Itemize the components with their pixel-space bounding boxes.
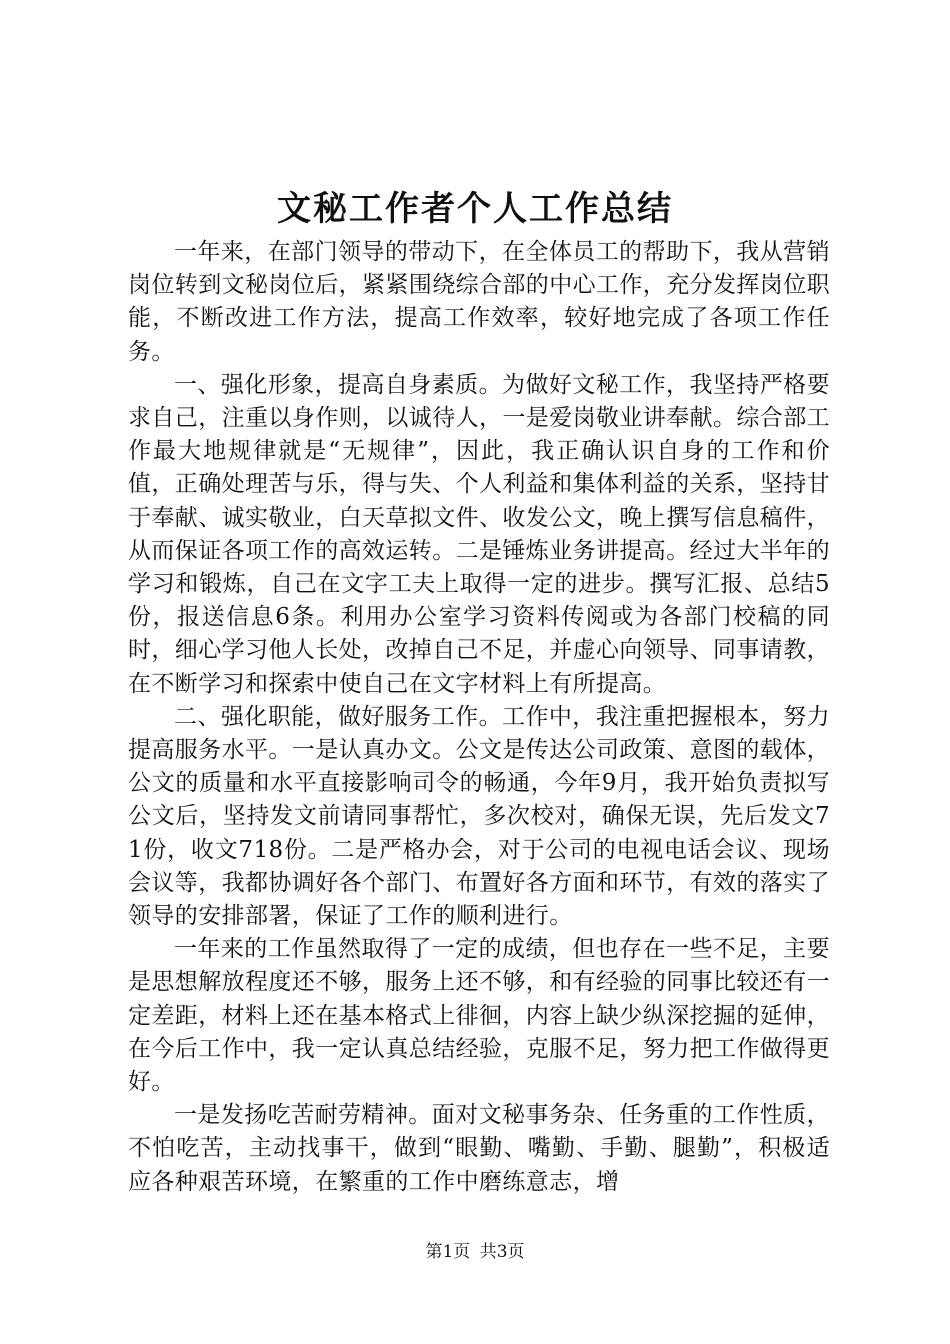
page-total: 共3页 bbox=[479, 1242, 525, 1262]
paragraph-shortcomings: 一年来的工作虽然取得了一定的成绩，但也存在一些不足，主要是思想解放程度还不够，服务上还不够，和有经验的同事比较还有一定差距，材料上还在基本格式上徘徊，内容上缺少纵深挖掘的延伸，在今后工作中，我一定认真总结经验，克服不足，努力把工作做得更好。 bbox=[128, 936, 830, 1096]
page-number: 第1页 bbox=[425, 1242, 471, 1262]
paragraph-section-two: 二、强化职能，做好服务工作。工作中，我注重把握根本，努力提高服务水平。一是认真办文。公文是传达公司政策、意图的载体，公文的质量和水平直接影响司令的畅通，今年9月，我开始负责拟写公文后，坚持发文前请同事帮忙，多次校对，确保无误，先后发文71份，收文718份。二是严格办会，对于公司的电视电话会议、现场会议等，我都协调好各个部门、布置好各方面和环节，有效的落实了领导的安排部署，保证了工作的顺利进行。 bbox=[128, 703, 830, 930]
document-body bbox=[128, 236, 830, 1199]
page-footer bbox=[0, 1240, 950, 1264]
document-title: 文秘工作者个人工作总结 bbox=[277, 189, 673, 229]
paragraph-intro: 一年来，在部门领导的带动下，在全体员工的帮助下，我从营销岗位转到文秘岗位后，紧紧围绕综合部的中心工作，充分发挥岗位职能，不断改进工作方法，提高工作效率，较好地完成了各项工作任务。 bbox=[128, 239, 830, 365]
paragraph-section-one: 一、强化形象，提高自身素质。为做好文秘工作，我坚持严格要求自己，注重以身作则，以诚待人，一是爱岗敬业讲奉献。综合部工作最大地规律就是“无规律”，因此，我正确认识自身的工作和价值，正确处理苦与乐，得与失、个人利益和集体利益的关系，坚持甘于奉献、诚实敬业，白天草拟文件、收发公文，晚上撰写信息稿件，从而保证各项工作的高效运转。二是锤炼业务讲提高。经过大半年的学习和锻炼，自己在文字工夫上取得一定的进步。撰写汇报、总结5份，报送信息6条。利用办公室学习资料传阅或为各部门校稿的同时，细心学习他人长处，改掉自己不足，并虚心向领导、同事请教，在不断学习和探索中使自己在文字材料上有所提高。 bbox=[128, 371, 830, 697]
paragraph-plan-one: 一是发扬吃苦耐劳精神。面对文秘事务杂、任务重的工作性质，不怕吃苦，主动找事干，做到“眼勤、嘴勤、手勤、腿勤”，积极适应各种艰苦环境，在繁重的工作中磨练意志，增 bbox=[128, 1102, 830, 1195]
